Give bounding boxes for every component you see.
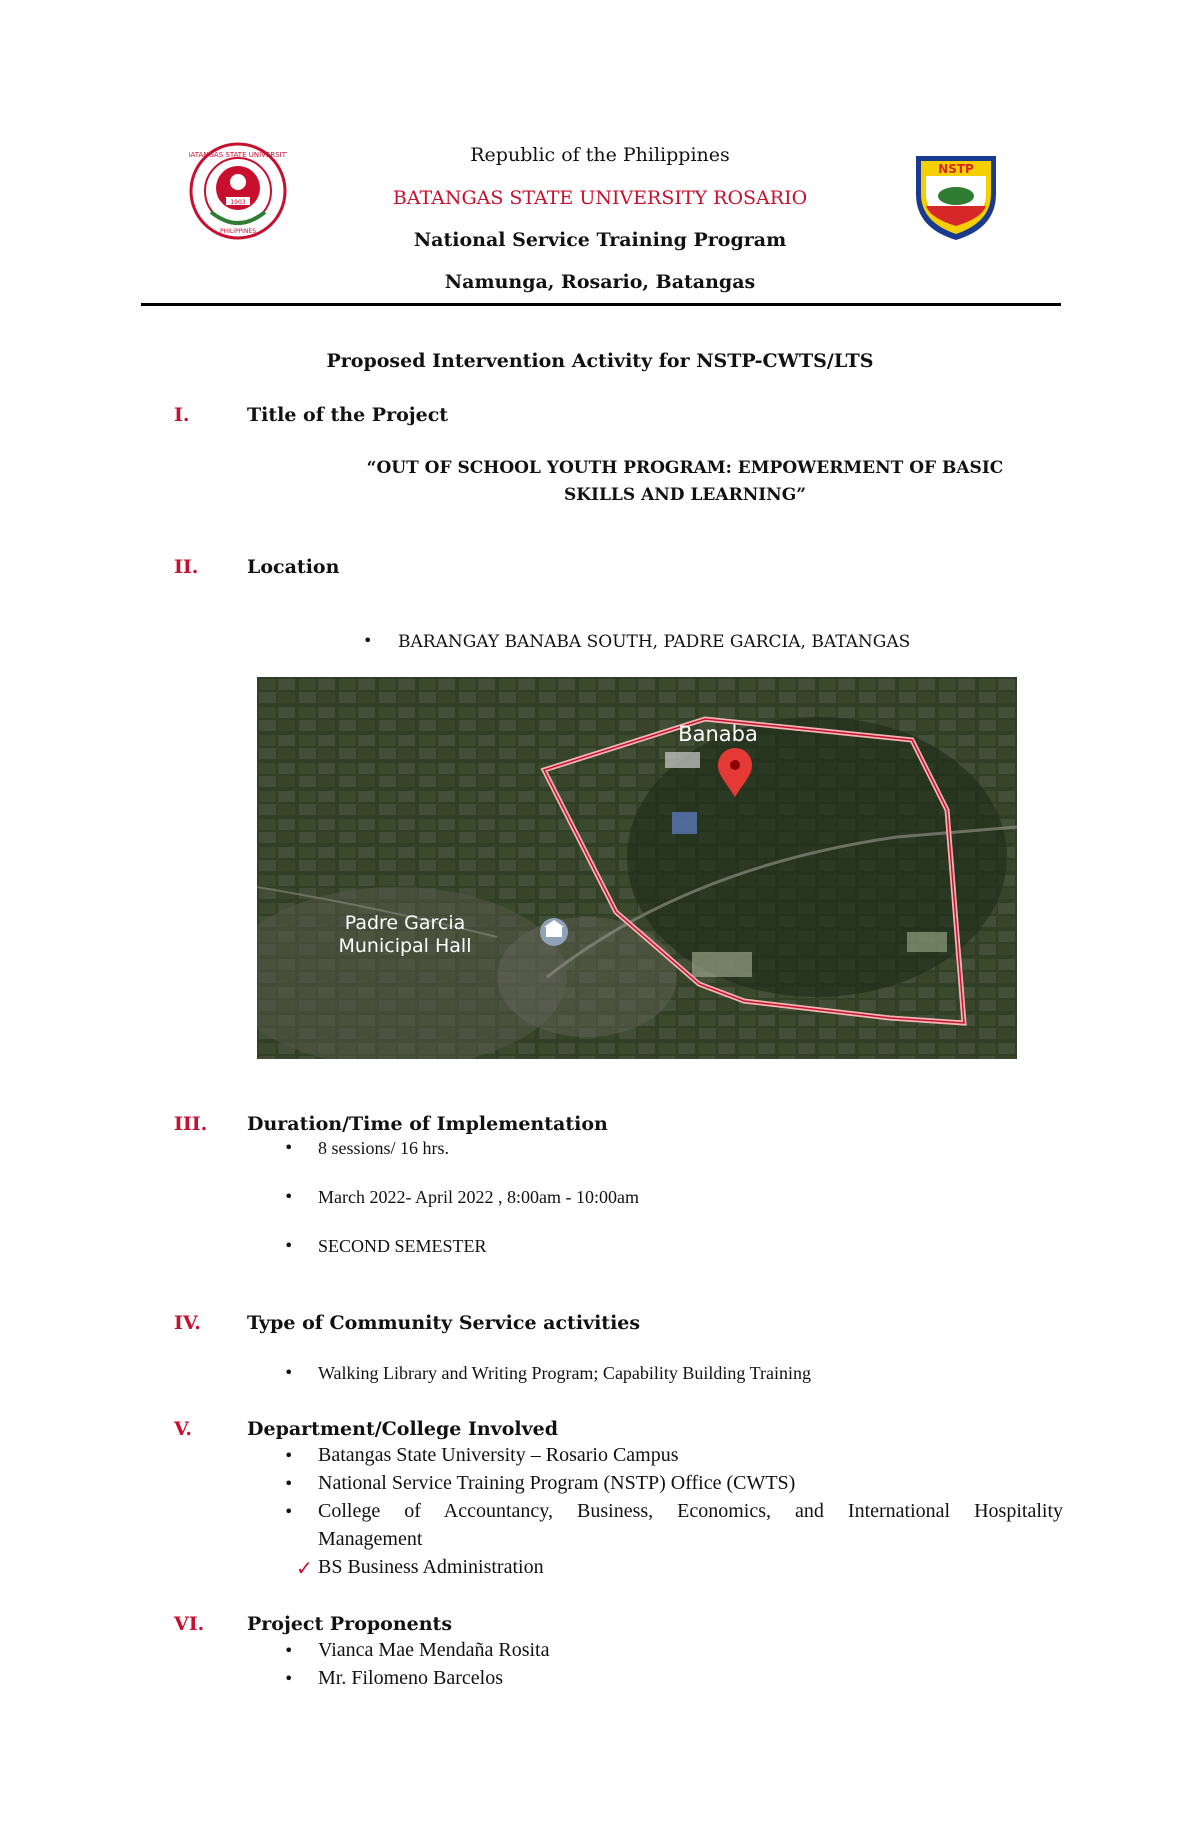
bullet-icon: • [284,1502,294,1521]
map-label-banaba: Banaba [678,722,758,746]
header-program: National Service Training Program [413,229,787,251]
bullet-icon: • [284,1187,294,1206]
header-address: Namunga, Rosario, Batangas [444,271,756,293]
activity-bullet-1: Walking Library and Writing Program; Capability Building Training [318,1363,811,1383]
bsu-seal-icon [189,142,287,240]
nstp-logo [910,150,1002,242]
map-label-hall-1: Padre Garcia [344,912,466,934]
section-6-title: Project Proponents [247,1613,453,1635]
bullet-icon: • [284,1363,294,1382]
seal-text-bottom: PHILIPPINES [219,228,257,235]
checkmark-icon: ✓ [296,1556,313,1580]
duration-bullet-2: March 2022- April 2022 , 8:00am - 10:00am [318,1187,639,1207]
nstp-shield-icon [910,150,1002,242]
proponent-bullet-1: Vianca Mae Mendaña Rosita [318,1639,550,1661]
location-map [257,677,1017,1059]
project-title-line-2: SKILLS AND LEARNING” [563,485,807,505]
section-5-title: Department/College Involved [247,1418,559,1440]
section-2-number: II. [174,556,199,578]
department-bullet-3: College of Accountancy, Business, Economics, and International Hospitality [318,1500,1063,1522]
bullet-icon: • [284,1138,294,1157]
bullet-icon: • [284,1236,294,1255]
project-title-line-1: “OUT OF SCHOOL YOUTH PROGRAM: EMPOWERMENT OF BASIC [366,458,1004,478]
seal-year: 1903 [230,199,246,206]
section-2-title: Location [247,556,340,578]
document-title: Proposed Intervention Activity for NSTP-CWTS/LTS [326,350,874,372]
section-1-number: I. [174,404,190,426]
bullet-icon: • [363,631,373,650]
section-4-number: IV. [174,1312,201,1334]
section-5-number: V. [174,1418,193,1440]
section-4-title: Type of Community Service activities [247,1312,641,1334]
bullet-icon: • [284,1669,294,1688]
municipal-hall-icon [540,918,568,946]
department-bullet-3-cont: Management [318,1528,423,1550]
section-6-number: VI. [174,1613,205,1635]
location-bullet: BARANGAY BANABA SOUTH, PADRE GARCIA, BATANGAS [398,632,911,652]
header-republic: Republic of the Philippines [470,144,730,166]
section-3-title: Duration/Time of Implementation [247,1113,608,1135]
section-3-number: III. [174,1113,208,1135]
duration-bullet-1: 8 sessions/ 16 hrs. [318,1138,450,1158]
bullet-icon: • [284,1474,294,1493]
map-label-hall-2: Municipal Hall [338,935,472,957]
bullet-icon: • [284,1446,294,1465]
header-university: BATANGAS STATE UNIVERSITY ROSARIO [392,187,808,209]
header-divider [141,303,1061,306]
bsu-seal-logo [189,142,287,240]
department-check-item: BS Business Administration [318,1556,544,1578]
proponent-bullet-2: Mr. Filomeno Barcelos [318,1667,503,1689]
bullet-icon: • [284,1641,294,1660]
section-1-title: Title of the Project [247,404,449,426]
department-bullet-1: Batangas State University – Rosario Campus [318,1444,679,1466]
nstp-logo-text: NSTP [938,162,974,176]
seal-text-top: BATANGAS STATE UNIVERSITY [189,151,287,159]
department-bullet-2: National Service Training Program (NSTP) Office (CWTS) [318,1472,796,1494]
duration-bullet-3: SECOND SEMESTER [318,1236,487,1256]
